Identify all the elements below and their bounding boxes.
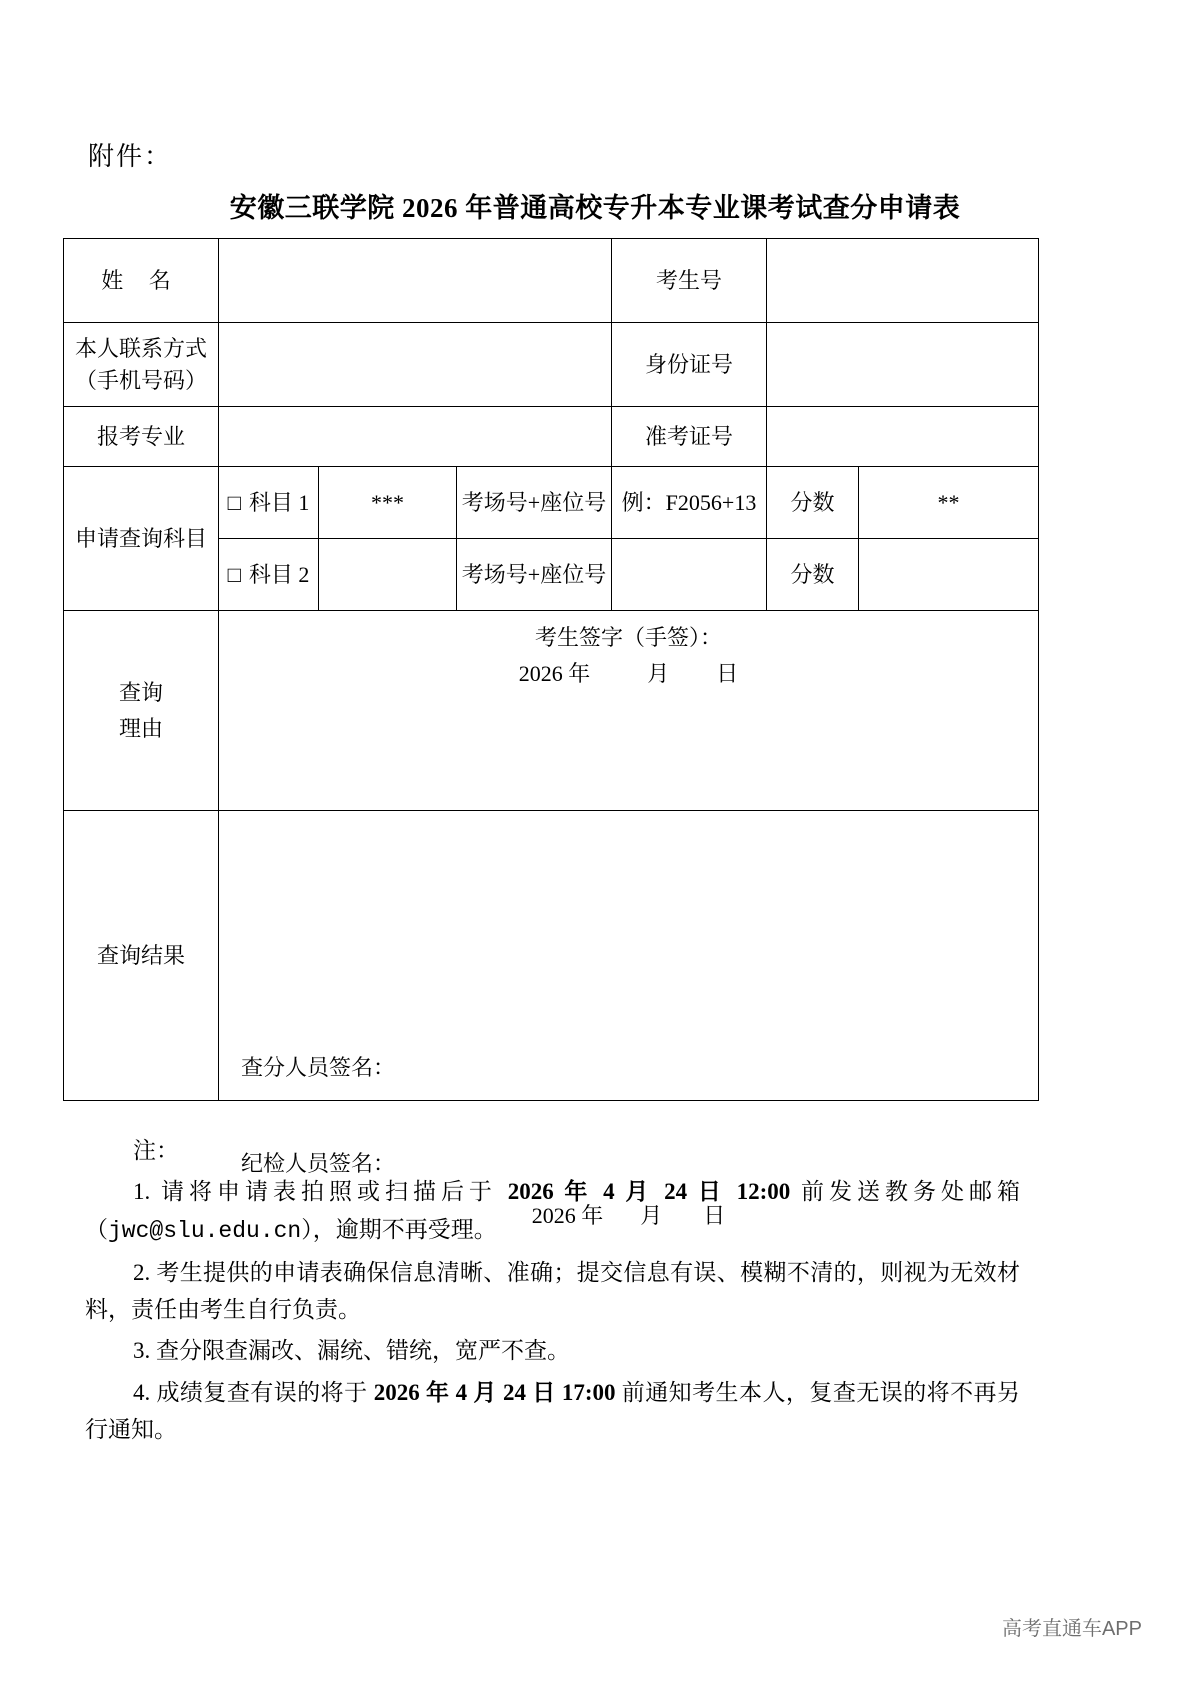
field-major-value[interactable] [219, 407, 612, 467]
note-4-text-part1: 4. 成绩复查有误的将于 [133, 1379, 374, 1405]
signature-date-month: 月 [647, 661, 670, 687]
field-id-number-value[interactable] [767, 323, 1039, 407]
note-item-3: 3. 查分限查漏改、漏统、错统，宽严不查。 [133, 1338, 570, 1364]
signature-date-day: 日 [716, 661, 739, 687]
table-row-subject-1 [64, 467, 1039, 539]
note-4-deadline: 2026 年 4 月 24 日 17:00 [373, 1379, 616, 1405]
label-contact-line2: （手机号码） [74, 367, 207, 393]
subject-1-score-label: 分数 [767, 467, 859, 539]
table-row-reason [64, 611, 1039, 811]
subject-2-seat-label: 考场号+座位号 [457, 539, 612, 611]
subject-2-checkbox-cell[interactable] [219, 539, 319, 611]
subject-1-label: 科目 1 [248, 489, 310, 515]
label-name: 姓 名 [64, 239, 219, 323]
field-name-value[interactable] [219, 239, 612, 323]
label-admission-ticket: 准考证号 [612, 407, 767, 467]
note-4-text-part2: 前通知考生本人，复查无误的将不再另行通知。 [85, 1379, 1021, 1442]
subject-1-seat-value[interactable]: 例：F2056+13 [612, 467, 767, 539]
table-row-contact [64, 323, 1039, 407]
subject-2-seat-value[interactable] [612, 539, 767, 611]
inspector-signature-label: 纪检人员签名： [241, 1150, 396, 1176]
subject-1-checkbox-cell[interactable] [219, 467, 319, 539]
subject-2-value[interactable] [319, 539, 457, 611]
label-examinee-number: 考生号 [612, 239, 767, 323]
examinee-signature-label: 考生签字（手签）： [534, 624, 722, 650]
attachment-label: 附件： [88, 142, 173, 171]
subject-1-score-value[interactable]: ** [859, 467, 1039, 539]
table-row-major [64, 407, 1039, 467]
checkbox-icon[interactable]: □ [227, 489, 241, 515]
examinee-signature-block [223, 620, 1034, 693]
label-contact [64, 323, 219, 407]
label-query-reason-line1: 查询 [118, 680, 163, 706]
field-query-reason-value[interactable] [219, 611, 1039, 811]
note-item-4 [85, 1374, 1020, 1449]
note-item-2: 2. 考生提供的申请表确保信息清晰、准确；提交信息有误、模糊不清的，则视为无效材料，责任由考生自行负责。 [85, 1259, 1020, 1322]
note-item-1 [85, 1173, 1020, 1250]
label-query-reason-line2: 理由 [118, 715, 163, 741]
label-contact-line1: 本人联系方式 [74, 335, 207, 361]
result-date-day: 日 [703, 1202, 726, 1228]
field-examinee-number-value[interactable] [767, 239, 1039, 323]
subject-1-value[interactable]: *** [319, 467, 457, 539]
field-contact-value[interactable] [219, 323, 612, 407]
checkbox-icon[interactable]: □ [227, 561, 241, 587]
label-query-result: 查询结果 [64, 811, 219, 1101]
signature-date-year: 2026 年 [518, 661, 591, 687]
result-date-month: 月 [640, 1202, 663, 1228]
subject-1-seat-label: 考场号+座位号 [457, 467, 612, 539]
note-1-text-part2: 前发送教务处邮箱（ [85, 1179, 1021, 1242]
notes-heading: 注： [133, 1138, 179, 1163]
subject-2-score-label: 分数 [767, 539, 859, 611]
field-admission-ticket-value[interactable] [767, 407, 1039, 467]
subject-2-score-value[interactable] [859, 539, 1039, 611]
note-1-deadline: 2026 年 4 月 24 日 12:00 [507, 1179, 791, 1205]
examinee-signature-date [223, 656, 1034, 692]
notes-section [85, 1132, 1020, 1452]
note-1-text-part3: ），逾期不再受理。 [301, 1216, 497, 1242]
table-row-name [64, 239, 1039, 323]
table-row-result [64, 811, 1039, 1101]
scorer-signature-label: 查分人员签名： [241, 1054, 396, 1080]
label-query-subjects: 申请查询科目 [64, 467, 219, 611]
watermark: 高考直通车APP [1001, 1618, 1142, 1640]
note-1-text-part1: 1. 请将申请表拍照或扫描后于 [133, 1179, 508, 1205]
page-title: 安徽三联学院 2026 年普通高校专升本专业课考试查分申请表 [229, 193, 961, 223]
label-id-number: 身份证号 [612, 323, 767, 407]
subject-2-label: 科目 2 [248, 561, 310, 587]
note-1-email: jwc@slu.edu.cn [108, 1217, 302, 1244]
label-query-reason [64, 611, 219, 811]
result-date-year: 2026 年 [531, 1202, 604, 1228]
label-major: 报考专业 [64, 407, 219, 467]
